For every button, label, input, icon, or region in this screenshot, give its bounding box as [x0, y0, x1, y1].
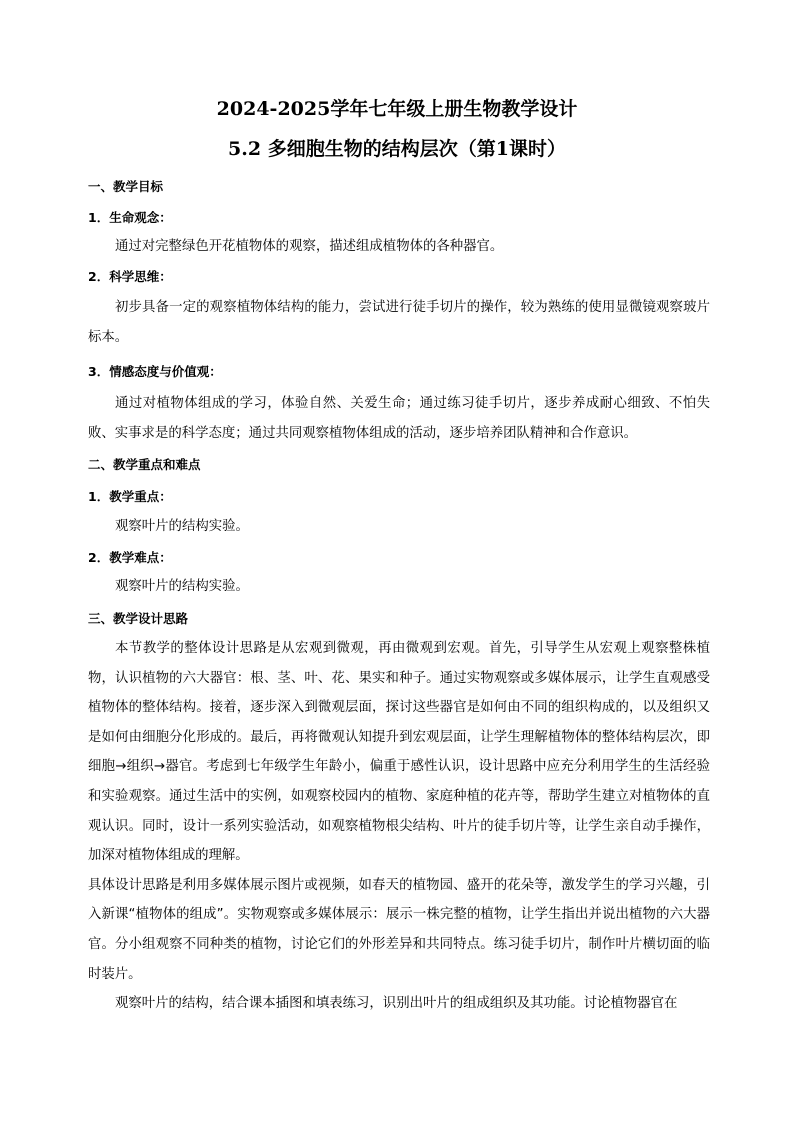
- objective-text-scientific-thinking: [88, 293, 710, 352]
- section-heading-key-points: 二、教学重点和难点: [88, 457, 201, 472]
- paragraph: 观察叶片的结构实验。: [115, 579, 249, 594]
- paragraph: 观察叶片的结构，结合课本插图和填表练习，识别出叶片的组成组织及其功能。讨论植物器官在: [115, 996, 678, 1012]
- section-heading-design-idea: 三、教学设计思路: [88, 611, 189, 626]
- objective-heading-attitude-values: 3．情感态度与价值观：: [88, 364, 222, 379]
- document-title: 2024-2025学年七年级上册生物教学设计: [216, 98, 578, 120]
- objective-text-attitude-values: [88, 389, 710, 448]
- difficulty-heading: 2．教学难点：: [88, 550, 172, 565]
- paragraph: 本节教学的整体设计思路是从宏观到微观，再由微观到宏观。首先，引导学生从宏观上观察整株植物，认识植物的六大器官：根、茎、叶、花、果实和种子。通过实物观察或多媒体展示，让学生直观感受植物体的整体结构。接着，逐步深入到微观层面，探讨这些器官是如何由不同的组织构成的，以及组织又是如何由细胞分化形成的。最后，再将微观认知提升到宏观层面，让学生理解植物体的整体结构层次，即细胞→组织→器官。考虑到七年级学生年龄小，偏重于感性认识，设计思路中应充分利用学生的生活经验和实验观察。通过生活中的实例，如观察校园内的植物、家庭种植的花卉等，帮助学生建立对植物体的直观认识。同时，设计一系列实验活动，如观察植物根尖结构、叶片的徒手切片等，让学生亲自动手操作，加深对植物体组成的理解。: [88, 641, 710, 864]
- objective-heading-scientific-thinking: 2．科学思维：: [88, 269, 172, 284]
- objective-heading-life-concept: 1．生命观念：: [88, 210, 172, 225]
- paragraph: 初步具备一定的观察植物体结构的能力，尝试进行徒手切片的操作，较为熟练的使用显微镜观察玻片标本。: [88, 300, 710, 345]
- key-point-heading: 1．教学重点：: [88, 489, 172, 504]
- paragraph: 通过对完整绿色开花植物体的观察，描述组成植物体的各种器官。: [115, 239, 504, 254]
- paragraph: 具体设计思路是利用多媒体展示图片或视频，如春天的植物园、盛开的花朵等，激发学生的学习兴趣，引入新课“植物体的组成”。实物观察或多媒体展示：展示一株完整的植物，让学生指出并说出植物的六大器官。分小组观察不同种类的植物，讨论它们的外形差异和共同特点。练习徒手切片，制作叶片横切面的临时装片。: [88, 877, 710, 982]
- key-point-text: [88, 512, 710, 542]
- paragraph: 通过对植物体组成的学习，体验自然、关爱生命；通过练习徒手切片，逐步养成耐心细致、不怕失败、实事求是的科学态度；通过共同观察植物体组成的活动，逐步培养团队精神和合作意识。: [88, 396, 710, 441]
- objective-text-life-concept: [88, 232, 710, 262]
- lesson-title: 5.2 多细胞生物的结构层次（第1课时）: [228, 138, 566, 160]
- paragraph: 观察叶片的结构实验。: [115, 519, 249, 534]
- design-idea-body: [88, 634, 710, 1019]
- section-heading-objectives: 一、教学目标: [88, 179, 164, 194]
- difficulty-text: [88, 572, 710, 602]
